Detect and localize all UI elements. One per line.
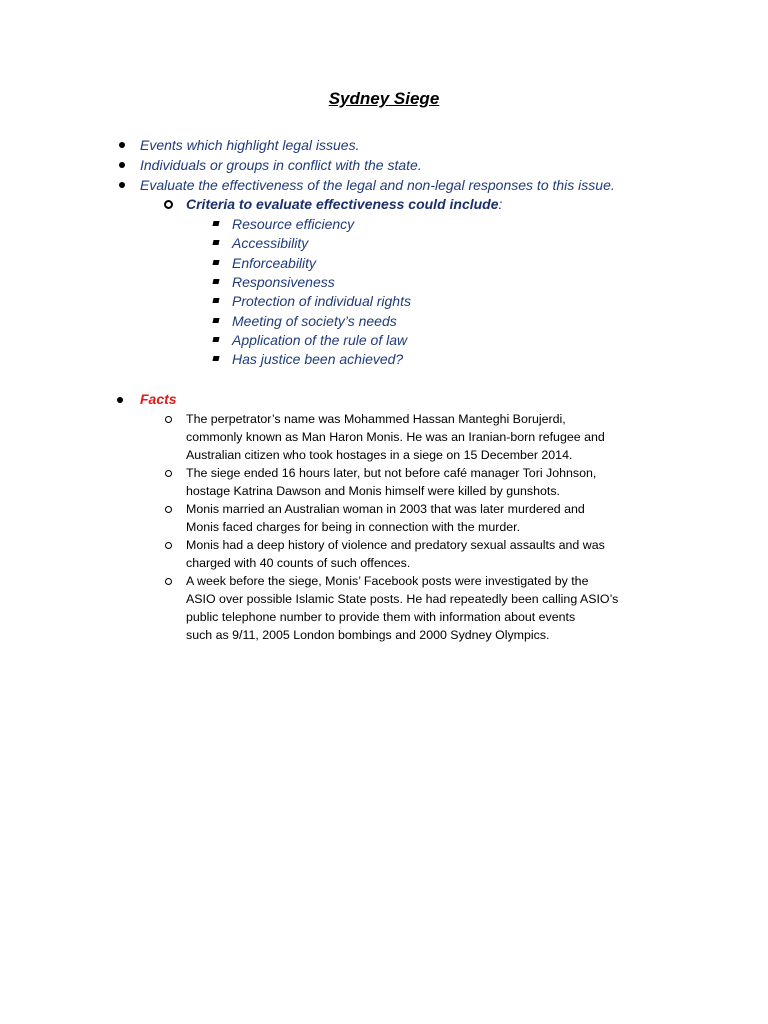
list-item: Meeting of society’s needs	[232, 313, 397, 329]
fact-line: hostage Katrina Dawson and Monis himself were killed by gunshots.	[186, 484, 560, 498]
bullet-circle-icon	[164, 200, 173, 209]
bullet-disc-icon	[119, 182, 125, 188]
list-item: Protection of individual rights	[232, 293, 411, 309]
list-item: Enforceability	[232, 255, 317, 271]
bullet-square-icon	[212, 318, 219, 323]
bullet-disc-icon	[117, 397, 123, 403]
list-item: Accessibility	[232, 235, 309, 251]
bullet-disc-icon	[119, 162, 125, 168]
bullet-square-icon	[212, 260, 219, 265]
list-item: Has justice been achieved?	[232, 351, 404, 367]
fact-line: charged with 40 counts of such offences.	[186, 556, 411, 570]
fact-line: ASIO over possible Islamic State posts. He had repeatedly been calling ASIO’s	[186, 592, 619, 606]
list-item: Individuals or groups in conflict with the state.	[140, 157, 422, 173]
list-item: Events which highlight legal issues.	[140, 137, 360, 153]
bullet-square-icon	[212, 337, 219, 342]
list-item	[186, 536, 716, 572]
criteria-heading: Criteria to evaluate effectiveness could include	[186, 196, 499, 212]
page-title: Sydney Siege	[328, 89, 440, 108]
list-item: Application of the rule of law	[232, 332, 408, 348]
bullet-circle-icon	[165, 578, 172, 585]
criteria-colon: :	[498, 196, 503, 212]
fact-line: The siege ended 16 hours later, but not before café manager Tori Johnson,	[186, 466, 597, 480]
bullet-circle-icon	[165, 470, 172, 477]
bullet-square-icon	[212, 279, 219, 284]
criteria-heading-row	[186, 194, 502, 214]
list-item	[186, 500, 716, 536]
bullet-disc-icon	[119, 142, 125, 148]
fact-line: commonly known as Man Haron Monis. He was an Iranian-born refugee and	[186, 430, 605, 444]
list-item	[186, 464, 716, 500]
list-item: Responsiveness	[232, 274, 335, 290]
fact-line: The perpetrator’s name was Mohammed Hassan Manteghi Borujerdi,	[186, 412, 566, 426]
bullet-square-icon	[212, 356, 219, 361]
list-item: Evaluate the effectiveness of the legal and non-legal responses to this issue.	[140, 177, 615, 193]
bullet-circle-icon	[165, 416, 172, 423]
fact-line: A week before the siege, Monis’ Facebook posts were investigated by the	[186, 574, 589, 588]
bullet-square-icon	[212, 221, 219, 226]
bullet-circle-icon	[165, 506, 172, 513]
fact-line: Australian citizen who took hostages in a siege on 15 December 2014.	[186, 448, 573, 462]
fact-line: public telephone number to provide them with information about events	[186, 610, 576, 624]
fact-line: Monis married an Australian woman in 2003 that was later murdered and	[186, 502, 585, 516]
list-item: Resource efficiency	[232, 216, 355, 232]
fact-line: such as 9/11, 2005 London bombings and 2000 Sydney Olympics.	[186, 628, 550, 642]
fact-line: Monis faced charges for being in connection with the murder.	[186, 520, 521, 534]
bullet-square-icon	[212, 298, 219, 303]
list-item	[186, 572, 716, 644]
bullet-circle-icon	[165, 542, 172, 549]
fact-line: Monis had a deep history of violence and predatory sexual assaults and was	[186, 538, 605, 552]
facts-heading: Facts	[140, 391, 177, 407]
list-item	[186, 410, 716, 464]
bullet-square-icon	[212, 240, 219, 245]
